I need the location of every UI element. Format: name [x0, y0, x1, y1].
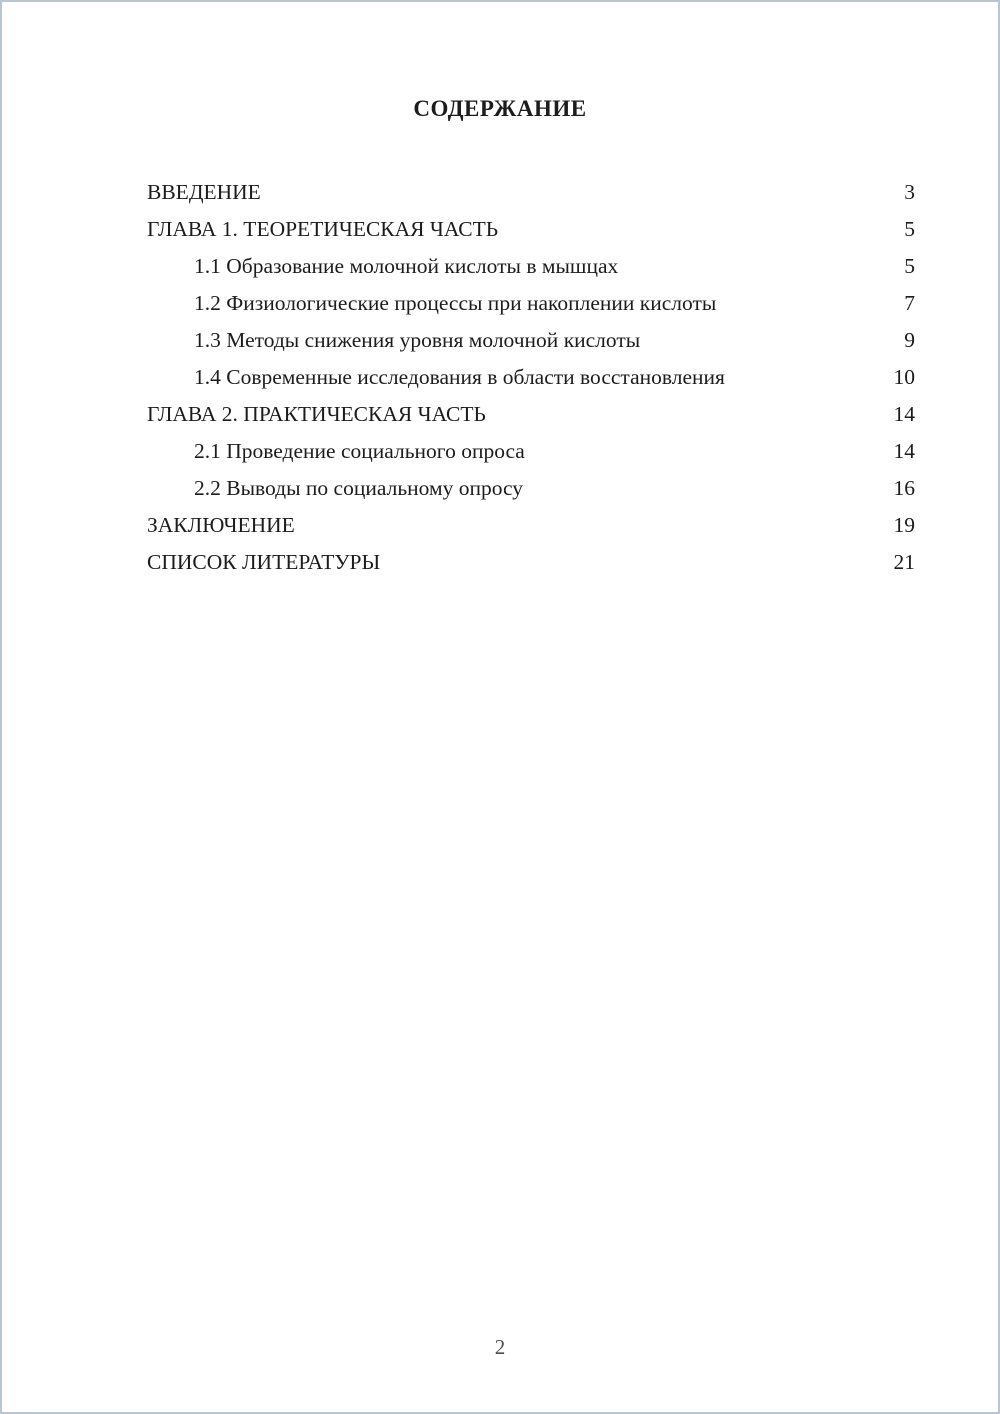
toc-entry-label: ВВЕДЕНИЕ: [147, 180, 261, 204]
toc-entry-label: 1.3 Методы снижения уровня молочной кислоты: [194, 328, 641, 352]
toc-entry: [147, 396, 915, 433]
toc-entry-page: 9: [904, 328, 915, 352]
toc-entry-label: 1.1 Образование молочной кислоты в мышцах: [194, 254, 619, 278]
toc-entry: [147, 507, 915, 544]
toc-entry-page: 10: [893, 365, 915, 389]
toc-entry: [147, 544, 915, 581]
toc-entry: [147, 433, 915, 470]
toc-entry-page: 14: [893, 402, 915, 426]
page-number: 2: [494, 1335, 506, 1359]
toc-entry: [147, 174, 915, 211]
toc-entry-page: 16: [893, 476, 915, 500]
toc-entry-label: СПИСОК ЛИТЕРАТУРЫ: [147, 550, 381, 574]
toc-entry: [147, 211, 915, 248]
page-title: СОДЕРЖАНИЕ: [413, 96, 587, 121]
toc-entry-page: 5: [904, 217, 915, 241]
toc-entry-label: 1.4 Современные исследования в области восстановления: [194, 365, 725, 389]
toc-entry: [147, 322, 915, 359]
toc-entry: [147, 359, 915, 396]
toc-entry-page: 5: [904, 254, 915, 278]
toc-entry: [147, 248, 915, 285]
table-of-contents: [147, 174, 915, 581]
toc-entry-page: 3: [904, 180, 915, 204]
toc-entry-label: ГЛАВА 1. ТЕОРЕТИЧЕСКАЯ ЧАСТЬ: [147, 217, 499, 241]
toc-entry-page: 14: [893, 439, 915, 463]
toc-entry: [147, 470, 915, 507]
toc-entry-page: 21: [893, 550, 915, 574]
toc-entry-label: ГЛАВА 2. ПРАКТИЧЕСКАЯ ЧАСТЬ: [147, 402, 486, 426]
toc-entry-label: 2.1 Проведение социального опроса: [194, 439, 525, 463]
toc-entry-label: ЗАКЛЮЧЕНИЕ: [147, 513, 295, 537]
toc-entry-label: 2.2 Выводы по социальному опросу: [194, 476, 524, 500]
toc-entry-page: 19: [893, 513, 915, 537]
toc-entry: [147, 285, 915, 322]
toc-entry-page: 7: [904, 291, 915, 315]
toc-entry-label: 1.2 Физиологические процессы при накоплении кислоты: [194, 291, 717, 315]
